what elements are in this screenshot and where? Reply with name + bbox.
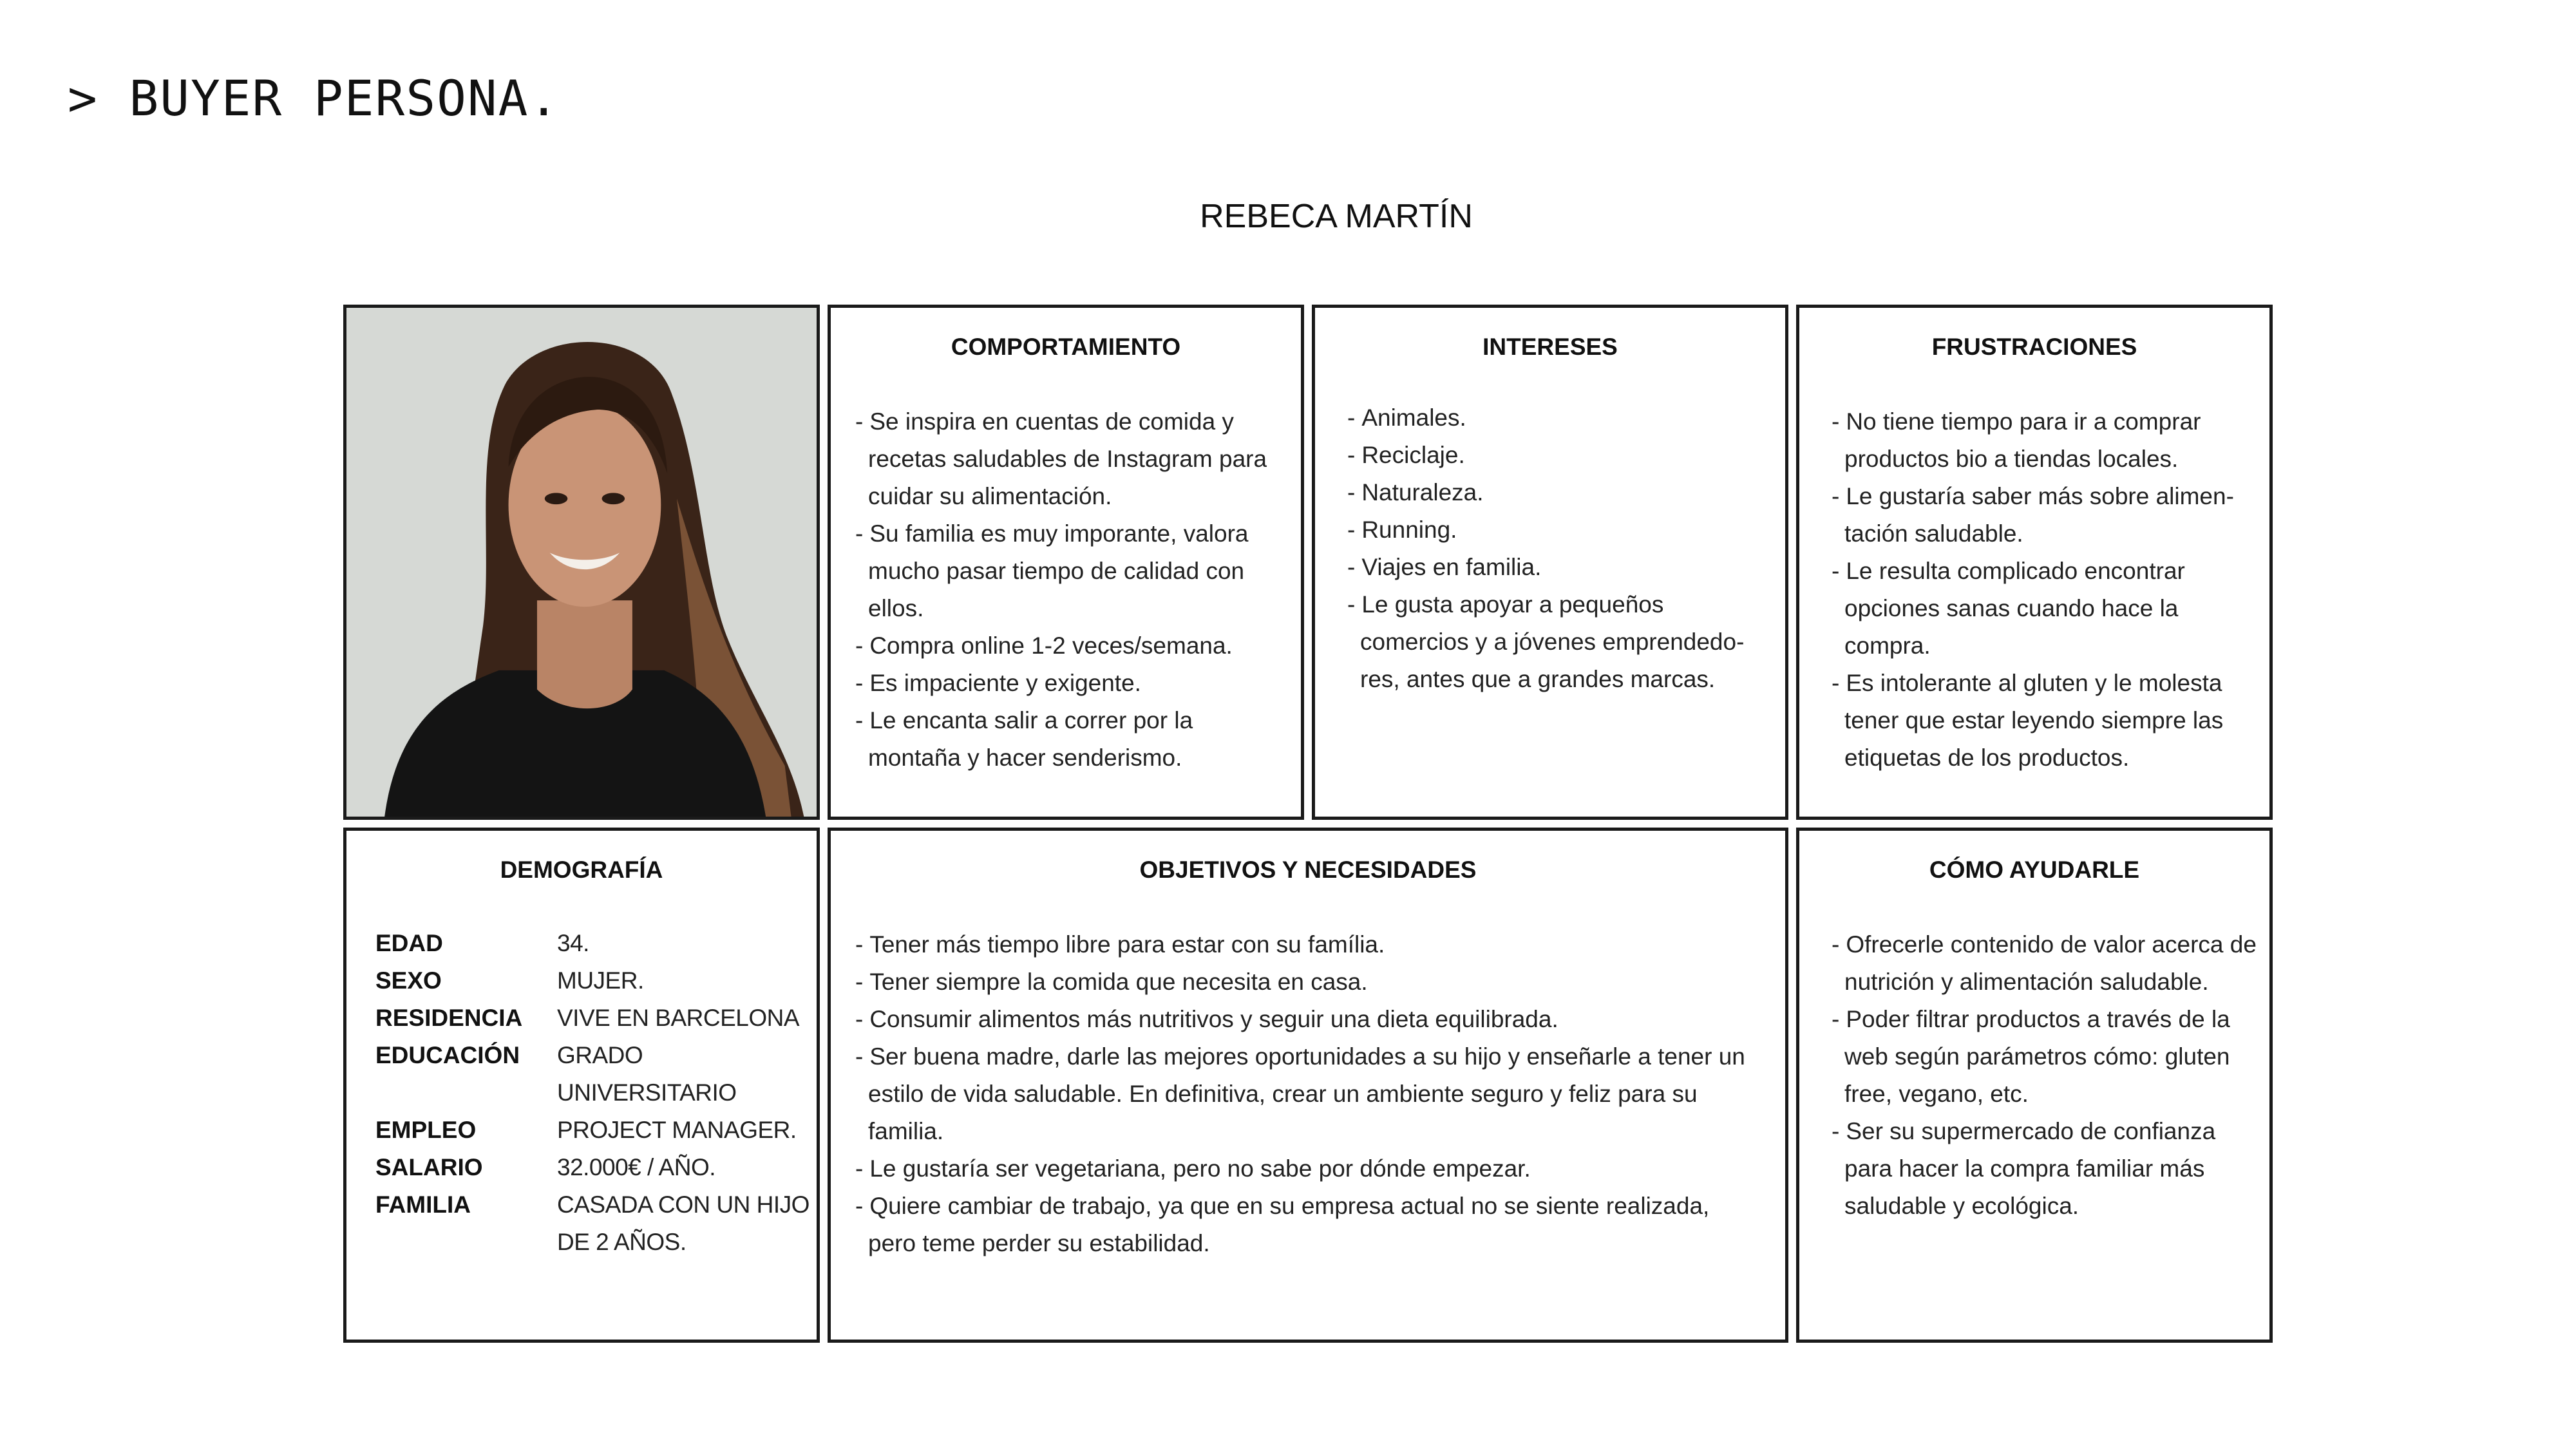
list-item: - Poder filtrar productos a través de la web según parámetros cómo: gluten free, vegano, etc. bbox=[1832, 1006, 2230, 1107]
list-item: - Viajes en familia. bbox=[1347, 554, 1542, 580]
table-row bbox=[375, 1112, 810, 1149]
list-item: - Se inspira en cuentas de comida y recetas saludables de Instagram para cuidar su alimentación. bbox=[855, 408, 1267, 509]
table-row bbox=[375, 925, 810, 962]
comportamiento-card bbox=[828, 305, 1304, 820]
objetivos-list bbox=[855, 926, 1747, 1262]
list-item: - No tiene tiempo para ir a comprar productos bio a tiendas locales. bbox=[1832, 408, 2201, 472]
intereses-title: INTERESES bbox=[1482, 334, 1618, 360]
demo-label-residencia: RESIDENCIA bbox=[375, 1005, 523, 1031]
frustraciones-list bbox=[1832, 403, 2257, 777]
demografia-table bbox=[375, 925, 810, 1261]
list-item: - Le encanta salir a correr por la montaña y hacer senderismo. bbox=[855, 707, 1193, 771]
persona-photo bbox=[343, 305, 820, 820]
list-item: - Ser buena madre, darle las mejores oportunidades a su hijo y enseñarle a tener un estilo de vida saludable. En definitiva, crear un ambiente seguro y feliz para su familia. bbox=[855, 1043, 1745, 1144]
objetivos-card bbox=[828, 828, 1788, 1343]
list-item: - Tener más tiempo libre para estar con su família. bbox=[855, 931, 1385, 958]
list-item: - Running. bbox=[1347, 516, 1457, 543]
portrait-image bbox=[346, 308, 817, 817]
frustraciones-card bbox=[1796, 305, 2273, 820]
demo-value-empleo: PROJECT MANAGER. bbox=[557, 1117, 797, 1143]
table-row bbox=[375, 999, 810, 1037]
list-item: - Le gustaría ser vegetariana, pero no sabe por dónde empezar. bbox=[855, 1155, 1531, 1182]
list-item: - Ser su supermercado de confianza para hacer la compra familiar más saludable y ecológica. bbox=[1832, 1118, 2216, 1219]
intereses-list bbox=[1347, 399, 1772, 698]
demo-label-edad: EDAD bbox=[375, 930, 443, 956]
list-item: - Animales. bbox=[1347, 404, 1466, 431]
list-item: - Compra online 1-2 veces/semana. bbox=[855, 632, 1233, 659]
frustraciones-title: FRUSTRACIONES bbox=[1931, 334, 2137, 360]
demo-label-sexo: SEXO bbox=[375, 967, 442, 994]
list-item: - Es impaciente y exigente. bbox=[855, 670, 1141, 696]
demo-value-salario: 32.000€ / AÑO. bbox=[557, 1154, 716, 1180]
list-item: - Consumir alimentos más nutritivos y seguir una dieta equilibrada. bbox=[855, 1006, 1558, 1032]
demo-label-familia: FAMILIA bbox=[375, 1191, 471, 1218]
persona-name: REBECA MARTÍN bbox=[1200, 198, 1473, 235]
list-item: - Ofrecerle contenido de valor acerca de nutrición y alimentación saludable. bbox=[1832, 931, 2257, 995]
list-item: - Le gusta apoyar a pequeños comercios y a jóvenes emprendedo-res, antes que a grandes marcas. bbox=[1347, 591, 1745, 692]
table-row bbox=[375, 1037, 810, 1112]
demo-label-educacion: EDUCACIÓN bbox=[375, 1042, 520, 1068]
demo-value-sexo: MUJER. bbox=[557, 967, 644, 994]
demo-label-empleo: EMPLEO bbox=[375, 1117, 477, 1143]
como-ayudarle-card bbox=[1796, 828, 2273, 1343]
demografia-card bbox=[343, 828, 820, 1343]
como-ayudarle-list bbox=[1832, 926, 2257, 1225]
demo-label-salario: SALARIO bbox=[375, 1154, 483, 1180]
list-item: - Reciclaje. bbox=[1347, 442, 1465, 468]
demografia-title: DEMOGRAFÍA bbox=[500, 857, 663, 883]
comportamiento-title: COMPORTAMIENTO bbox=[951, 334, 1181, 360]
list-item: - Su familia es muy imporante, valora mucho pasar tiempo de calidad con ellos. bbox=[855, 520, 1249, 621]
table-row bbox=[375, 1149, 810, 1186]
list-item: - Tener siempre la comida que necesita en casa. bbox=[855, 969, 1368, 995]
demo-value-edad: 34. bbox=[557, 930, 589, 956]
list-item: - Le resulta complicado encontrar opciones sanas cuando hace la compra. bbox=[1832, 558, 2185, 659]
list-item: - Le gustaría saber más sobre alimen-tación saludable. bbox=[1832, 483, 2234, 547]
comportamiento-list bbox=[855, 403, 1288, 777]
slide-heading: > BUYER PERSONA. bbox=[68, 70, 560, 127]
demo-value-familia: CASADA CON UN HIJO DE 2 AÑOS. bbox=[557, 1191, 810, 1255]
demo-value-educacion: GRADO UNIVERSITARIO bbox=[557, 1042, 737, 1106]
como-ayudarle-title: CÓMO AYUDARLE bbox=[1929, 857, 2140, 883]
intereses-card bbox=[1312, 305, 1788, 820]
objetivos-title: OBJETIVOS Y NECESIDADES bbox=[1139, 857, 1477, 883]
demo-value-residencia: VIVE EN BARCELONA bbox=[557, 1005, 800, 1031]
list-item: - Es intolerante al gluten y le molesta tener que estar leyendo siempre las etiquetas de los productos. bbox=[1832, 670, 2224, 771]
list-item: - Quiere cambiar de trabajo, ya que en su empresa actual no se siente realizada, pero teme perder su estabilidad. bbox=[855, 1193, 1710, 1256]
table-row bbox=[375, 1186, 810, 1261]
table-row bbox=[375, 962, 810, 999]
list-item: - Naturaleza. bbox=[1347, 479, 1484, 506]
